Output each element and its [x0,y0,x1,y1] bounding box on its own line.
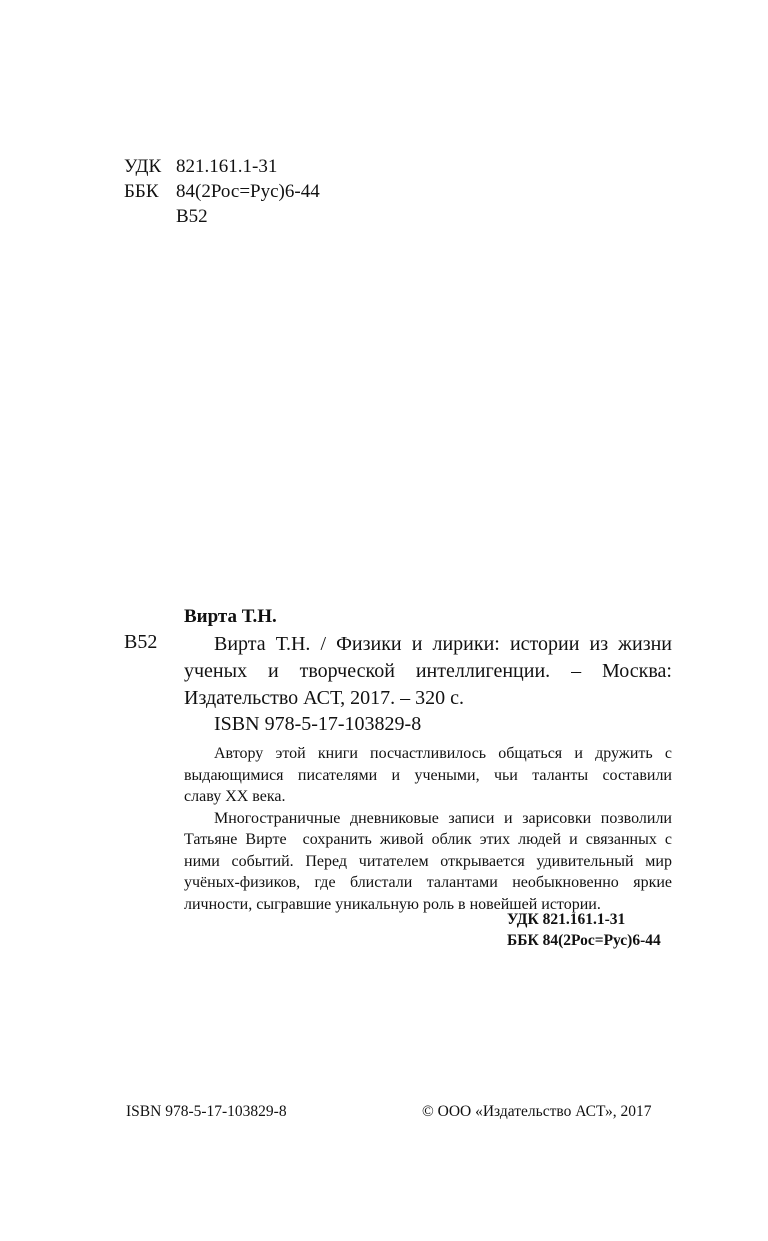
udk-line [124,154,320,179]
top-classification [124,154,320,229]
author-mark-line [124,204,320,229]
bbk-value: 84(2Рос=Рус)6-44 [176,181,320,202]
annotation-line: славу XX века. [184,788,286,805]
udk-label: УДК [124,156,162,177]
author-mark: В52 [176,206,208,227]
record-isbn: ISBN 978-5-17-103829-8 [214,713,422,735]
footer-isbn: ISBN 978-5-17-103829-8 [126,1103,287,1120]
description-line: ученых и творческой интеллигенции. – Москва: [184,660,672,682]
annotation-line: выдающимися писателями и учеными, чьи таланты составили [184,766,672,784]
annotation-line: ними событий. Перед читателем открывается удивительный мир [184,852,672,870]
footer-copyright: © ООО «Издательство АСТ», 2017 [422,1103,652,1120]
annotation-line: Автору этой книги посчастливилось общаться и дружить с [214,745,672,762]
author-heading: Вирта Т.Н. [184,606,277,627]
bottom-classification [507,909,661,951]
udk-value: 821.161.1-31 [176,156,278,177]
record-author-mark: В52 [124,631,158,653]
bbk-line [124,179,320,204]
annotation-line: учёных-физиков, где блистали талантами необыкновенно яркие [184,874,672,891]
annotation-line: личности, сыгравшие уникальную роль в новейшей истории. [184,895,601,913]
bbk-label: ББК [124,181,159,202]
annotation-line: Многостраничные дневниковые записи и зарисовки позволили [214,809,672,827]
annotation-paragraph-1 [184,743,672,808]
annotation-line: Татьяне Вирте сохранить живой облик этих людей и связанных с [184,831,672,848]
description-line: Издательство АСТ, 2017. – 320 с. [184,687,465,709]
bottom-bbk: ББК 84(2Рос=Рус)6-44 [507,932,661,949]
description-line: Вирта Т.Н. / Физики и лирики: истории из жизни [214,633,672,655]
annotation-paragraph-2 [184,808,672,916]
bibliographic-description [184,631,672,712]
annotation [184,743,672,915]
bottom-udk: УДК 821.161.1-31 [507,911,626,928]
